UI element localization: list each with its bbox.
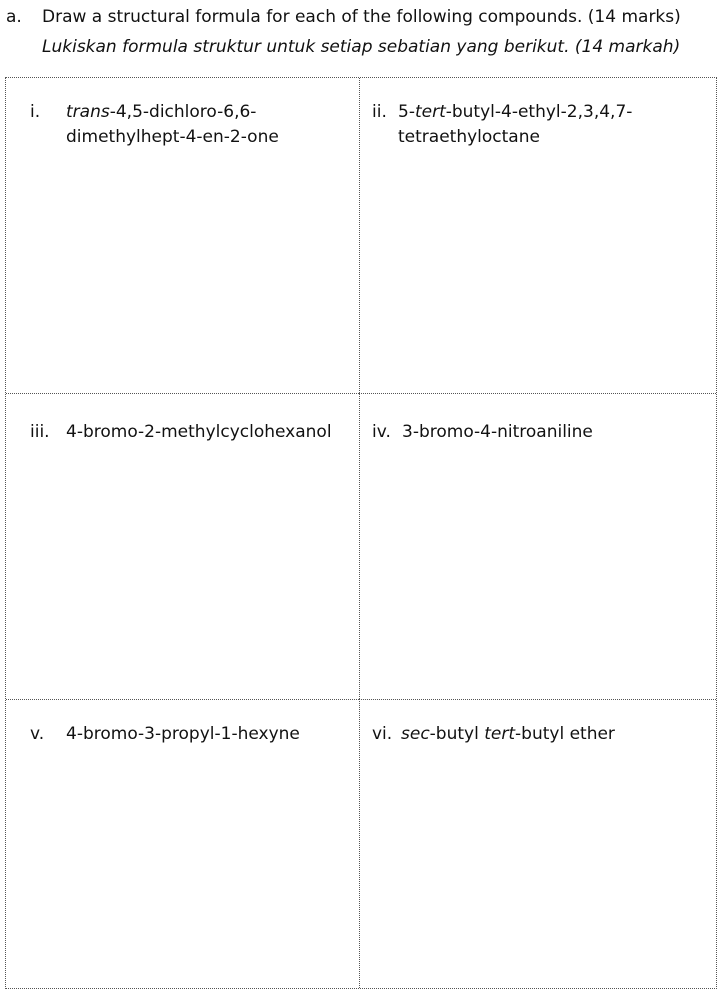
answer-box-iii[interactable] bbox=[6, 393, 359, 699]
compound-number: iv. bbox=[372, 422, 391, 442]
question-header bbox=[0, 0, 723, 70]
compound-number: iii. bbox=[30, 422, 50, 442]
answer-box-v[interactable] bbox=[6, 699, 359, 988]
answer-grid bbox=[5, 77, 717, 989]
compound-number: v. bbox=[30, 724, 45, 744]
question-letter: a. bbox=[6, 7, 22, 27]
answer-box-i[interactable] bbox=[6, 78, 359, 393]
compound-name: trans-4,5-dichloro-6,6- dimethylhept-4-en-2-one bbox=[66, 102, 279, 147]
compound-name: 5-tert-butyl-4-ethyl-2,3,4,7- tetraethyloctane bbox=[398, 102, 633, 147]
compound-number: ii. bbox=[372, 102, 387, 122]
compound-number: vi. bbox=[372, 724, 393, 744]
compound-name: 4-bromo-3-propyl-1-hexyne bbox=[66, 724, 300, 744]
compound-name: 4-bromo-2-methylcyclohexanol bbox=[66, 422, 332, 442]
compound-name: 3-bromo-4-nitroaniline bbox=[402, 422, 593, 442]
question-instruction-english: Draw a structural formula for each of the following compounds. (14 marks) bbox=[42, 7, 681, 27]
compound-name: sec-butyl tert-butyl ether bbox=[401, 724, 615, 744]
answer-box-vi[interactable] bbox=[359, 699, 716, 988]
compound-number: i. bbox=[30, 102, 41, 122]
question-instruction-malay: Lukiskan formula struktur untuk setiap sebatian yang berikut. (14 markah) bbox=[42, 37, 681, 57]
answer-box-iv[interactable] bbox=[359, 393, 716, 699]
answer-box-ii[interactable] bbox=[359, 78, 716, 393]
